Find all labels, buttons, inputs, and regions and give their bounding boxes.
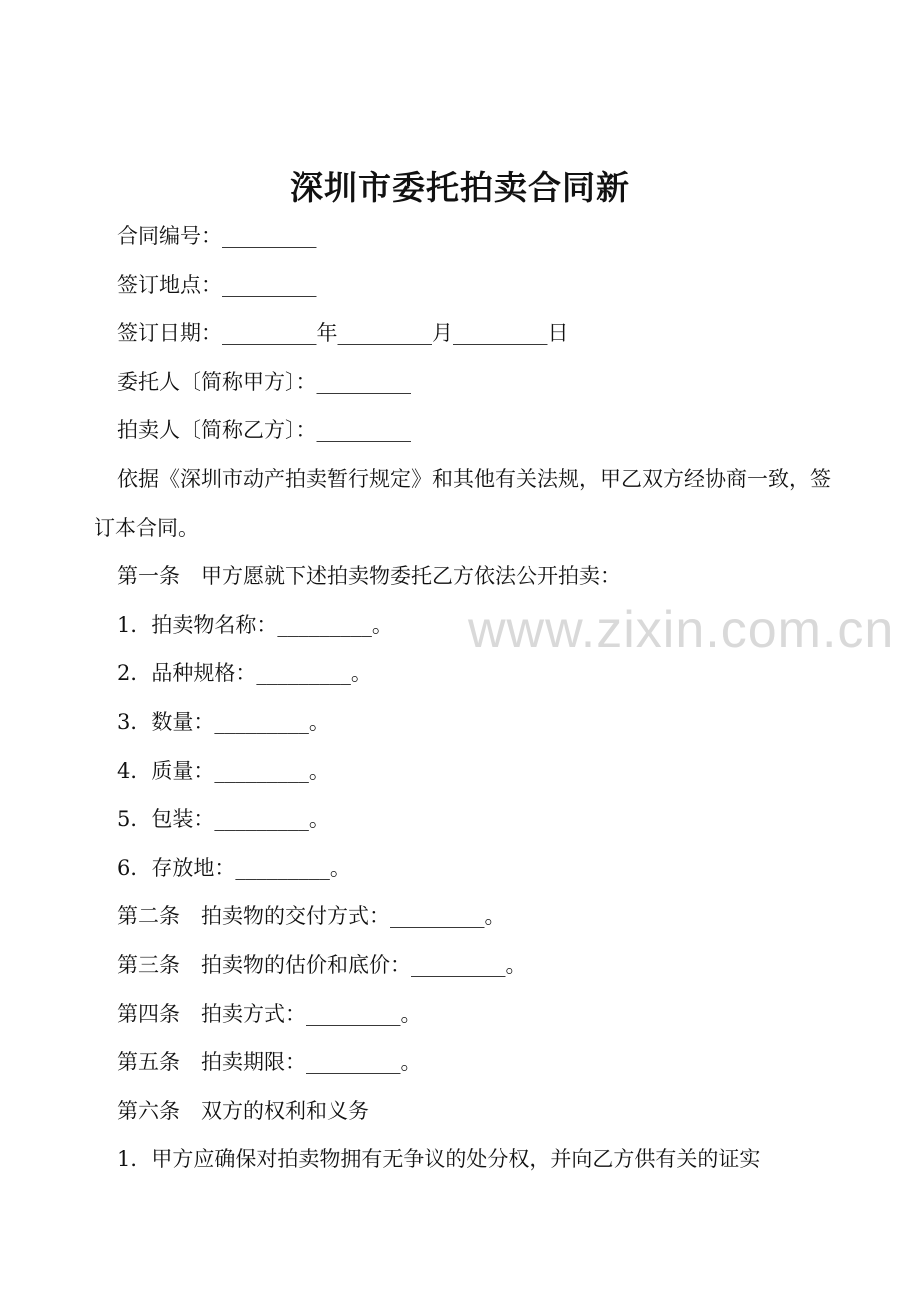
item-name-line: 1．拍卖物名称：_________。 bbox=[117, 612, 393, 637]
signing-place-line: 签订地点：_________ bbox=[117, 272, 317, 297]
item-quality-line: 4．质量：_________。 bbox=[117, 758, 330, 783]
item-packaging-line: 5．包装：_________。 bbox=[117, 807, 330, 832]
article-2-line: 第二条 拍卖物的交付方式：_________。 bbox=[117, 904, 506, 929]
item-quantity-line: 3．数量：_________。 bbox=[117, 709, 330, 734]
basis-paragraph: 依据《深圳市动产拍卖暂行规定》和其他有关法规，甲乙双方经协商一致，签订本合同。 bbox=[94, 466, 831, 540]
item-storage-line: 6．存放地：_________。 bbox=[117, 855, 351, 880]
contract-number-line: 合同编号：_________ bbox=[117, 224, 317, 248]
document-title: 深圳市委托拍卖合同新 bbox=[290, 168, 630, 207]
article-3-line: 第三条 拍卖物的估价和底价：_________。 bbox=[117, 952, 527, 977]
article-4-line: 第四条 拍卖方式：_________。 bbox=[117, 1001, 422, 1026]
item-spec-line: 2．品种规格：_________。 bbox=[117, 661, 372, 686]
article-6-item-1: 1．甲方应确保对拍卖物拥有无争议的处分权，并向乙方供有关的证实 bbox=[117, 1147, 761, 1172]
auctioneer-line: 拍卖人〔简称乙方〕：_________ bbox=[117, 418, 411, 443]
document-body bbox=[94, 212, 834, 1184]
client-line: 委托人〔简称甲方〕：_________ bbox=[117, 369, 411, 394]
article-5-line: 第五条 拍卖期限：_________。 bbox=[117, 1050, 422, 1075]
article-6-heading: 第六条 双方的权利和义务 bbox=[117, 1098, 369, 1123]
article-1-heading: 第一条 甲方愿就下述拍卖物委托乙方依法公开拍卖： bbox=[117, 564, 621, 589]
signing-date-line: 签订日期：_________年_________月_________日 bbox=[117, 321, 569, 346]
watermark: www.zixin.com.cn bbox=[468, 601, 895, 659]
